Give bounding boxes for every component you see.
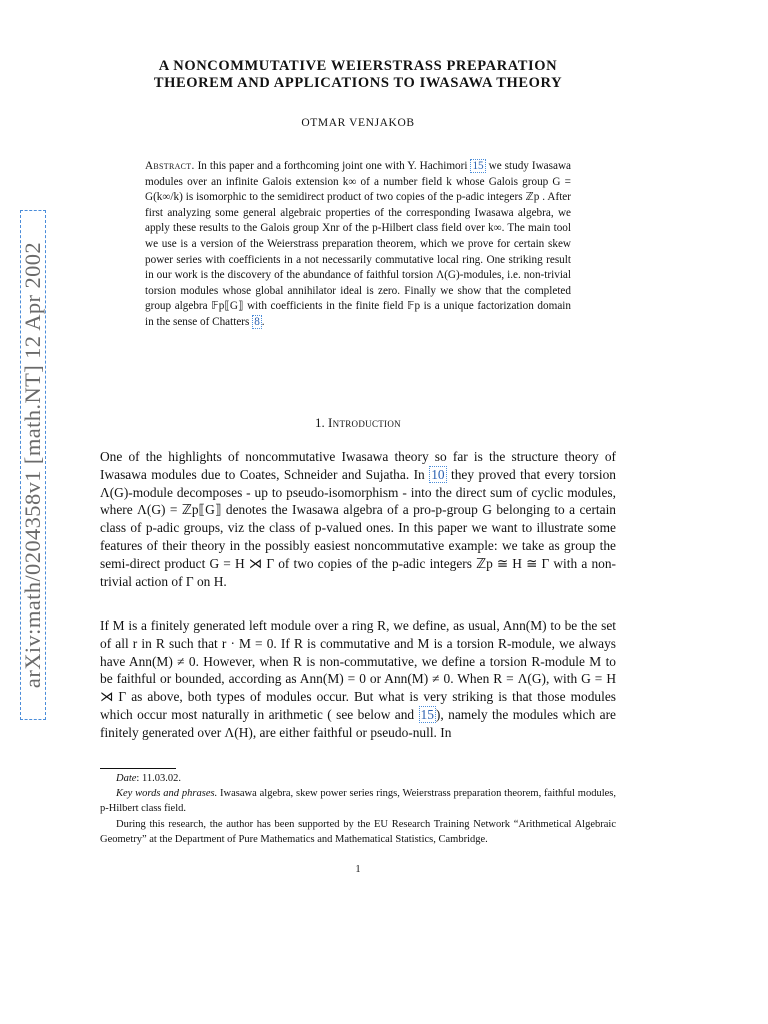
page-number: 1 [355,864,361,875]
paper-title [100,58,616,92]
footnote-support: During this research, the author has been supported by the EU Research Training Network “Arithmetical Algebraic Geometry” at the Department of Pure Mathematics and Mathematical Statistics, Cambridge. [100,818,616,845]
footnote-keywords [100,786,616,816]
footnotes [100,771,616,847]
arxiv-stamp-text: arXiv:math/0204358v1 [math.NT] 12 Apr 2002 [20,241,45,689]
paragraph-text: ), namely the modules which are finitely generated over Λ(H), are either faithful or pseudo-null. In [100,706,617,740]
section-heading [100,415,616,431]
footnote-date [100,771,616,786]
keywords-text: Iwasawa algebra, skew power series rings, Weierstrass preparation theorem, faithful modules, p-Hilbert class field. [100,788,617,815]
title-line-2: THEOREM AND APPLICATIONS TO IWASAWA THEORY [153,75,563,91]
citation-link[interactable]: 15 [472,160,484,172]
paragraph-text: One of the highlights of noncommutative Iwasawa theory so far is the structure theory of Iwasawa modules due to Coates, Schneider and Sujatha. In [100,449,616,482]
abstract [145,159,571,331]
section-title: Introduction [328,415,401,430]
abstract-text-2: we study Iwasawa modules over an infinite Galois extension k∞ of a number field k whose Galois group G = G(k∞/k) is isomorphic to the semidirect product of two copies of the p-adic integers ℤp . After first analyzing some general algebraic properties of the corresponding Iwasawa algebra, we apply these results to the Galois group Xnr of the p-Hilbert class field over k∞. The main tool we use is a version of the Weierstrass preparation theorem, which we prove for certain skew power series with coefficients in a not necessarily commutative local ring. One striking result in our work is the discovery of the abundance of faithful torsion Λ(G)-modules, i.e. non-trivial torsion modules whose global annihilator ideal is zero. Finally we show that the completed group algebra 𝔽p⟦G⟧ with coefficients in the finite field 𝔽p is a unique factorization domain in the sense of Chatters [145,160,571,328]
citation-link[interactable]: 10 [431,466,445,482]
abstract-heading: Abstract. [145,160,195,172]
date-value: : 11.03.02. [136,773,181,784]
footnote-divider [100,768,176,769]
citation-link[interactable]: 8 [254,315,260,328]
abstract-text-3: . [261,315,265,328]
author-name: OTMAR VENJAKOB [301,117,415,129]
body-paragraph-2 [100,617,616,742]
body-paragraph-1 [100,448,616,590]
arxiv-stamp[interactable] [20,210,46,720]
keywords-label: Key words and phrases. [116,788,218,800]
paragraph-text: they proved that every torsion Λ(G)-module decomposes - up to pseudo-isomorphism - into the direct sum of cyclic modules, where Λ(G) = ℤp⟦G⟧ denotes the Iwasawa algebra of a pro-p-group G belonging to a certain class of p-adic groups, viz the class of p-valued ones. In this paper we want to illustrate some features of their theory in the possibly easiest noncommutative example: we take as group the semi-direct product G = H ⋊ Γ of two copies of the p-adic integers ℤp ≅ H ≅ Γ with a non-trivial action of Γ on H. [100,466,616,589]
title-line-1: A NONCOMMUTATIVE WEIERSTRASS PREPARATION [158,58,558,74]
paragraph-text: If M is a finitely generated left module over a ring R, we define, as usual, Ann(M) to be the set of all r in R such that r · M = 0. If R is commutative and M is a torsion R-module, we always have Ann(M) ≠ 0. However, when R is non-commutative, we define a torsion R-module M to be faithful or bounded, according as Ann(M) = 0 or Ann(M) ≠ 0. When R = Λ(G), with G = H ⋊ Γ as above, both types of modules occur. But what is very striking is that those modules which occur most naturally in arithmetic ( see below and [100,618,616,722]
abstract-text-1: In this paper and a forthcoming joint one with Y. Hachimori [194,160,471,172]
citation-link[interactable]: 15 [420,706,434,722]
section-number: 1. [315,415,325,430]
date-label: Date [116,773,137,784]
